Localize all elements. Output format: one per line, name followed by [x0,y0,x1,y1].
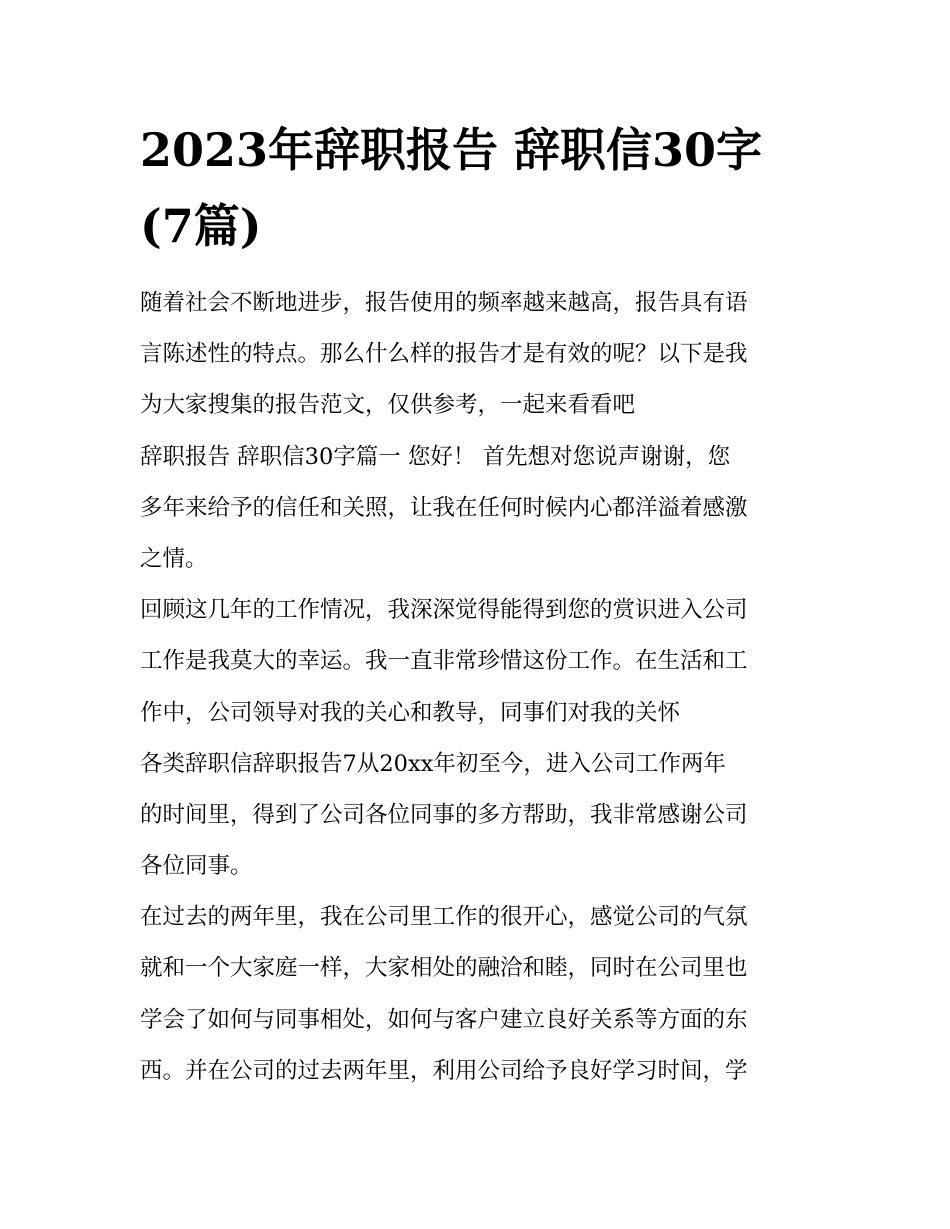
title-line-1: 2023年辞职报告 辞职信30字 [140,123,763,177]
body-line: 随着社会不断地进步，报告使用的频率越来越高，报告具有语 [140,290,748,316]
body-line: 学会了如何与同事相处，如何与客户建立良好关系等方面的东 [140,1006,748,1033]
document-body [140,278,820,1097]
body-line: 回顾这几年的工作情况，我深深觉得能得到您的赏识进入公司 [140,597,748,624]
body-line: 辞职报告 辞职信30字篇一 您好！ 首先想对您说声谢谢，您 [140,443,731,470]
body-line: 的时间里，得到了公司各位同事的多方帮助，我非常感谢公司 [140,801,748,828]
body-line: 言陈述性的特点。那么什么样的报告才是有效的呢？以下是我 [140,341,748,368]
body-line: 作中，公司领导对我的关心和教导，同事们对我的关怀 [140,699,681,726]
body-line: 为大家搜集的报告范文，仅供参考，一起来看看吧 [140,392,636,419]
body-line: 就和一个大家庭一样，大家相处的融洽和睦，同时在公司里也 [140,955,748,982]
document-title [140,112,820,264]
title-line-2: (7篇) [140,199,262,253]
body-line: 西。并在公司的过去两年里，利用公司给予良好学习时间，学 [140,1057,748,1084]
body-line: 各类辞职信辞职报告7从20xx年初至今，进入公司工作两年 [140,750,726,777]
body-line: 之情。 [140,545,208,572]
body-line: 多年来给予的信任和关照，让我在任何时候内心都洋溢着感激 [140,494,748,521]
body-line: 在过去的两年里，我在公司里工作的很开心，感觉公司的气氛 [140,904,748,931]
body-line: 工作是我莫大的幸运。我一直非常珍惜这份工作。在生活和工 [140,648,748,675]
body-line: 各位同事。 [140,853,253,880]
